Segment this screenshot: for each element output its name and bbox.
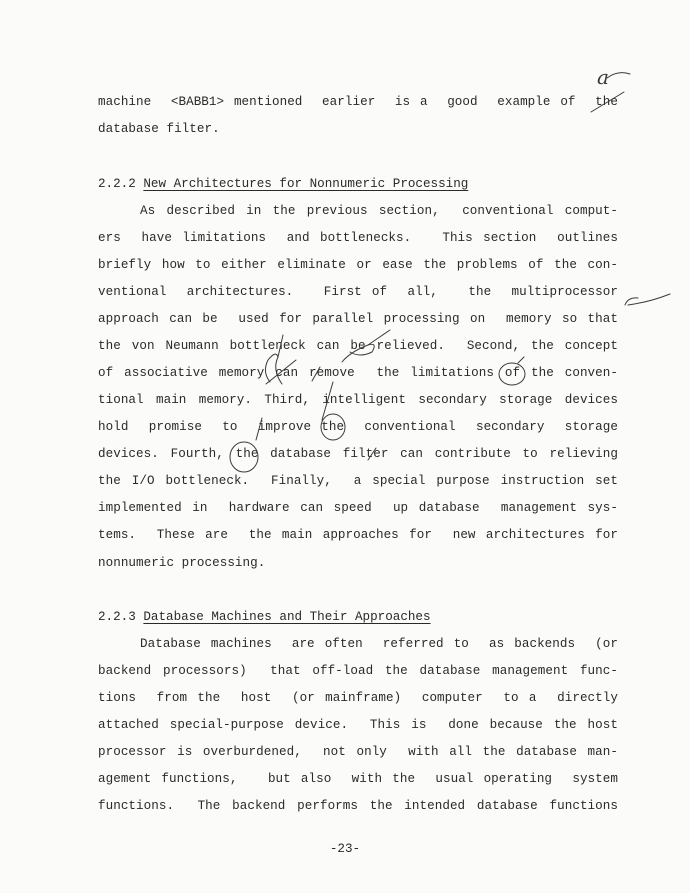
text-line: approach can be used for parallel processing on memory so that	[98, 312, 618, 326]
text-line: tions from the host (or mainframe) computer to a directly	[98, 691, 618, 705]
text-line: functions. The backend performs the intended database functions	[98, 799, 618, 813]
section-title: New Architectures for Nonnumeric Processing	[143, 177, 469, 191]
text-line: devices. Fourth, the database filter can contribute to relieving	[98, 447, 618, 461]
text-line: tional main memory. Third, intelligent secondary storage devices	[98, 393, 618, 407]
text-line: attached special-purpose device. This is done because the host	[98, 718, 618, 732]
text-line: hold promise to improve the conventional secondary storage	[98, 420, 618, 434]
text-line: database filter.	[98, 122, 220, 136]
section-heading-2-2-3	[98, 609, 431, 625]
handwritten-letter: a	[597, 65, 609, 89]
text-line: machine <BABB1> mentioned earlier is a good example of the	[98, 95, 618, 109]
text-line: briefly how to either eliminate or ease the problems of the con-	[98, 258, 618, 272]
section-title: Database Machines and Their Approaches	[143, 610, 431, 624]
text-line: As described in the previous section, conventional comput-	[140, 204, 618, 218]
text-line: ventional architectures. First of all, the multiprocessor	[98, 285, 618, 299]
page-number: -23-	[329, 842, 361, 856]
section-number: 2.2.3	[98, 610, 144, 624]
text-line: the von Neumann bottleneck can be relieved. Second, the concept	[98, 339, 618, 353]
text-line: backend processors) that off-load the database management func-	[98, 664, 618, 678]
text-line: agement functions, but also with the usual operating system	[98, 772, 618, 786]
text-line: of associative memory can remove the limitations of the conven-	[98, 366, 618, 380]
text-line: Database machines are often referred to as backends (or	[140, 637, 618, 651]
handwritten-insertion-a	[597, 65, 630, 89]
margin-mark	[625, 294, 670, 305]
text-line: ers have limitations and bottlenecks. This section outlines	[98, 231, 618, 245]
section-number: 2.2.2	[98, 177, 144, 191]
handwritten-stroke	[518, 357, 524, 363]
text-line: implemented in hardware can speed up database management sys-	[98, 501, 618, 515]
text-line: the I/O bottleneck. Finally, a special purpose instruction set	[98, 474, 618, 488]
handwritten-stroke	[607, 73, 630, 78]
section-heading-2-2-2	[98, 176, 468, 192]
text-line: tems. These are the main approaches for new architectures for	[98, 528, 618, 542]
text-line: nonnumeric processing.	[98, 556, 266, 570]
text-line: processor is overburdened, not only with all the database man-	[98, 745, 618, 759]
